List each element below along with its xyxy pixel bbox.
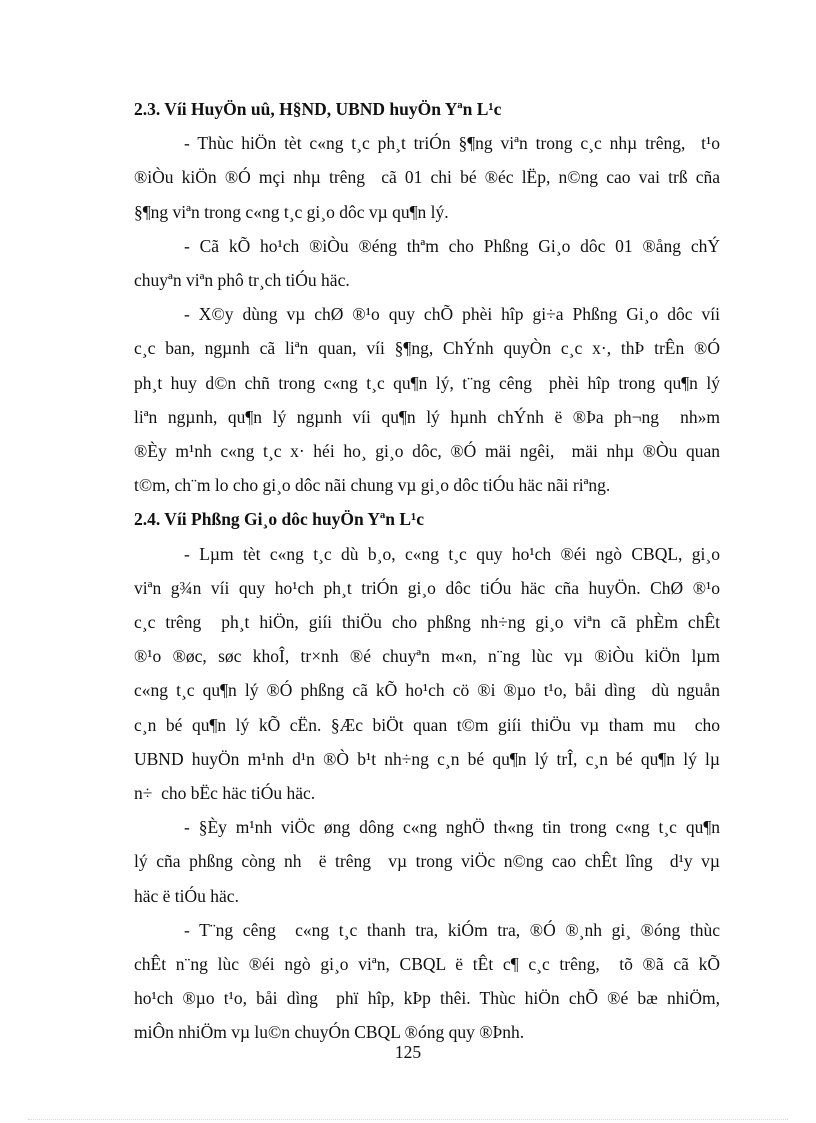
text-line: viªn g¾n víi quy ho¹ch ph¸t triÓn gi¸o dôc tiÓu häc cña huyÖn. ChØ ®¹o — [134, 577, 720, 598]
text-line: ®¹o ®øc, søc khoÎ, tr×nh ®é chuyªn m«n, n¨ng lùc vµ ®iÒu kiÖn lµm — [134, 646, 720, 667]
paragraph — [134, 537, 720, 811]
text-line: - X©y dùng vµ chØ ®¹o quy chÕ phèi hîp gi÷a Phßng Gi¸o dôc víi — [184, 304, 720, 325]
text-line: chÊt n¨ng lùc ®éi ngò gi¸o viªn, CBQL ë tÊt c¶ c¸c trêng, tõ ®ã cã kÕ — [134, 954, 720, 975]
text-line: c¸c trêng ph¸t hiÖn, giíi thiÖu cho phßng nh÷ng gi¸o viªn cã phÈm chÊt — [134, 612, 720, 633]
text-line: ph¸t huy d©n chñ trong c«ng t¸c qu¶n lý, t¨ng cêng phèi hîp trong qu¶n lý — [134, 372, 720, 393]
text-line: c¸n bé qu¶n lý kÕ cËn. §Æc biÖt quan t©m giíi thiÖu vµ tham mu cho — [134, 714, 720, 735]
text-line: - Cã kÕ ho¹ch ®iÒu ®éng thªm cho Phßng Gi¸o dôc 01 ®ång chÝ — [184, 235, 720, 256]
paragraph — [134, 810, 720, 913]
paragraph — [134, 297, 720, 502]
text-line: t©m, ch¨m lo cho gi¸o dôc nãi chung vµ gi¸o dôc tiÓu häc nãi riªng. — [134, 475, 611, 496]
text-line: miÔn nhiÖm vµ lu©n chuyÓn CBQL ®óng quy ®Þnh. — [134, 1022, 525, 1043]
text-line: c«ng t¸c qu¶n lý ®Ó phßng cã kÕ ho¹ch cö ®i ®µo t¹o, båi dìng dù nguån — [134, 680, 720, 701]
text-line: UBND huyÖn m¹nh d¹n ®Ò b¹t nh÷ng c¸n bé qu¶n lý trÎ, c¸n bé qu¶n lý lµ — [134, 748, 720, 769]
text-line: - T¨ng cêng c«ng t¸c thanh tra, kiÓm tra, ®Ó ®¸nh gi¸ ®óng thùc — [184, 919, 720, 940]
text-line: chuyªn viªn phô tr¸ch tiÓu häc. — [134, 270, 350, 291]
text-line: häc ë tiÓu häc. — [134, 885, 239, 906]
text-line: ®iÒu kiÖn ®Ó mçi nhµ trêng cã 01 chi bé ®éc lËp, n©ng cao vai trß cña — [134, 167, 720, 188]
paragraph — [134, 126, 720, 229]
page-bottom-edge — [28, 1119, 788, 1120]
paragraph — [134, 229, 720, 297]
text-line: liªn ngµnh, qu¶n lý ngµnh víi qu¶n lý hµnh chÝnh ë ®Þa ph¬ng nh»m — [134, 406, 720, 427]
text-line: n÷ cho bËc häc tiÓu häc. — [134, 783, 316, 804]
section-heading: 2.3. Víi HuyÖn uû, H§ND, UBND huyÖn Yªn L¹c — [134, 99, 502, 119]
text-line: §¶ng viªn trong c«ng t¸c gi¸o dôc vµ qu¶n lý. — [134, 201, 449, 222]
text-line: - Lµm tèt c«ng t¸c dù b¸o, c«ng t¸c quy ho¹ch ®éi ngò CBQL, gi¸o — [184, 543, 720, 564]
text-line: - §Èy m¹nh viÖc øng dông c«ng nghÖ th«ng tin trong c«ng t¸c qu¶n — [184, 817, 720, 838]
page-number: 125 — [394, 1042, 422, 1062]
text-line: - Thùc hiÖn tèt c«ng t¸c ph¸t triÓn §¶ng viªn trong c¸c nhµ trêng, t¹o — [184, 133, 720, 154]
page-body — [134, 92, 720, 1050]
text-line: ho¹ch ®µo t¹o, båi dìng phï hîp, kÞp thêi. Thùc hiÖn chÕ ®é bæ nhiÖm, — [134, 988, 720, 1009]
section-heading: 2.4. Víi Phßng Gi¸o dôc huyÖn Yªn L¹c — [134, 509, 425, 530]
text-line: ®Èy m¹nh c«ng t¸c x· héi ho¸ gi¸o dôc, ®Ó mäi ngêi, mäi nhµ ®Òu quan — [134, 441, 720, 462]
text-line: lý cña phßng còng nh ë trêng vµ trong viÖc n©ng cao chÊt lîng d¹y vµ — [134, 851, 720, 872]
paragraph — [134, 913, 720, 1050]
text-line: c¸c ban, ngµnh cã liªn quan, víi §¶ng, ChÝnh quyÒn c¸c x·, thÞ trÊn ®Ó — [134, 338, 720, 359]
